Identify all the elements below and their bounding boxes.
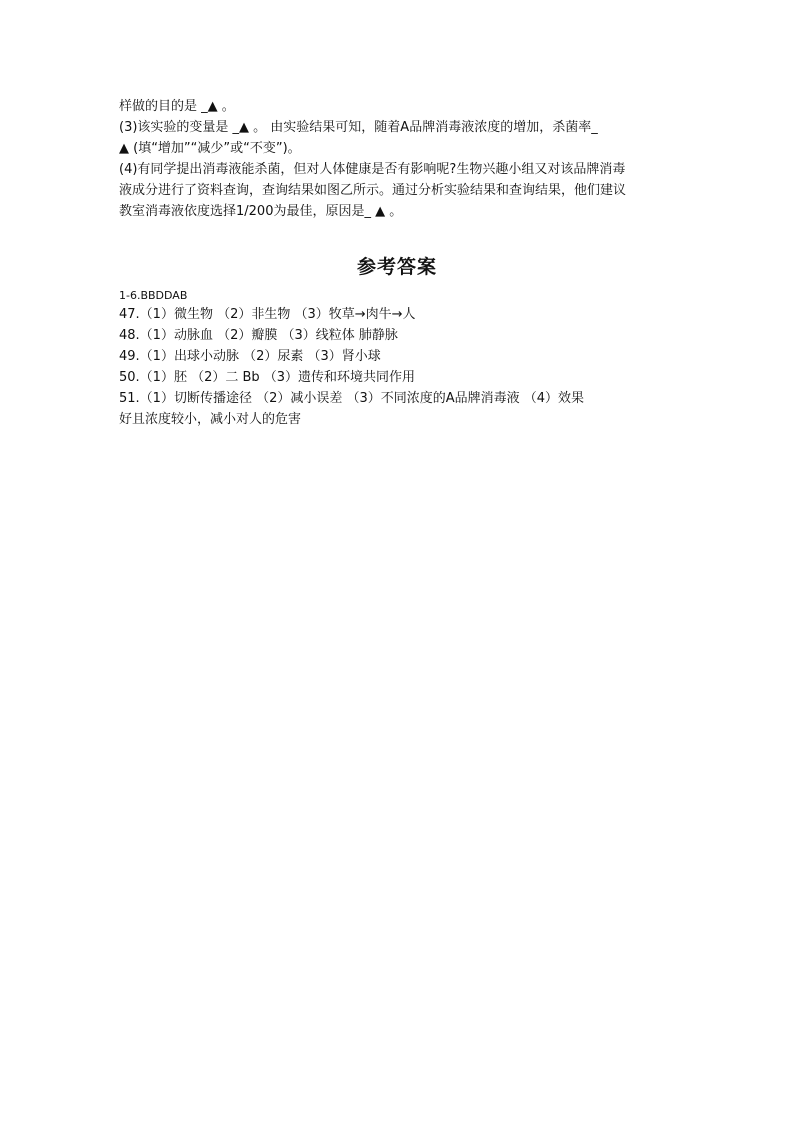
question-line: (3)该实验的变量是 _▲ 。 由实验结果可知，随着A品牌消毒液浓度的增加，杀菌率_	[119, 120, 598, 135]
choice-answers: 1-6.BBDDAB	[119, 289, 188, 302]
answer-line: 48.（1）动脉血 （2）瓣膜 （3）线粒体 肺静脉	[119, 328, 398, 343]
question-continuation	[119, 96, 679, 222]
question-line: ▲ (填“增加”“减少”或“不变”)。	[119, 141, 301, 156]
answer-line: 好且浓度较小，减小对人的危害	[119, 412, 302, 427]
answer-line: 47.（1）微生物 （2）非生物 （3）牧草→肉牛→人	[119, 307, 416, 322]
answer-line: 50.（1）胚 （2）二 Bb （3）遗传和环境共同作用	[119, 370, 416, 385]
question-line: 液成分进行了资料查询，查询结果如图乙所示。通过分析实验结果和查询结果，他们建议	[119, 183, 627, 198]
answer-key-list	[119, 288, 679, 430]
question-line: 教室消毒液依度选择1/200为最佳，原因是_ ▲ 。	[119, 204, 403, 219]
question-line: 样做的目的是 _▲ 。	[119, 99, 235, 114]
answer-line: 51.（1）切断传播途径 （2）减小误差 （3）不同浓度的A品牌消毒液 （4）效果	[119, 391, 585, 406]
question-line: (4)有同学提出消毒液能杀菌，但对人体健康是否有影响呢?生物兴趣小组又对该品牌消毒	[119, 162, 626, 177]
answer-key-title: 参考答案	[356, 256, 437, 278]
answer-line: 49.（1）出球小动脉 （2）尿素 （3）肾小球	[119, 349, 381, 364]
